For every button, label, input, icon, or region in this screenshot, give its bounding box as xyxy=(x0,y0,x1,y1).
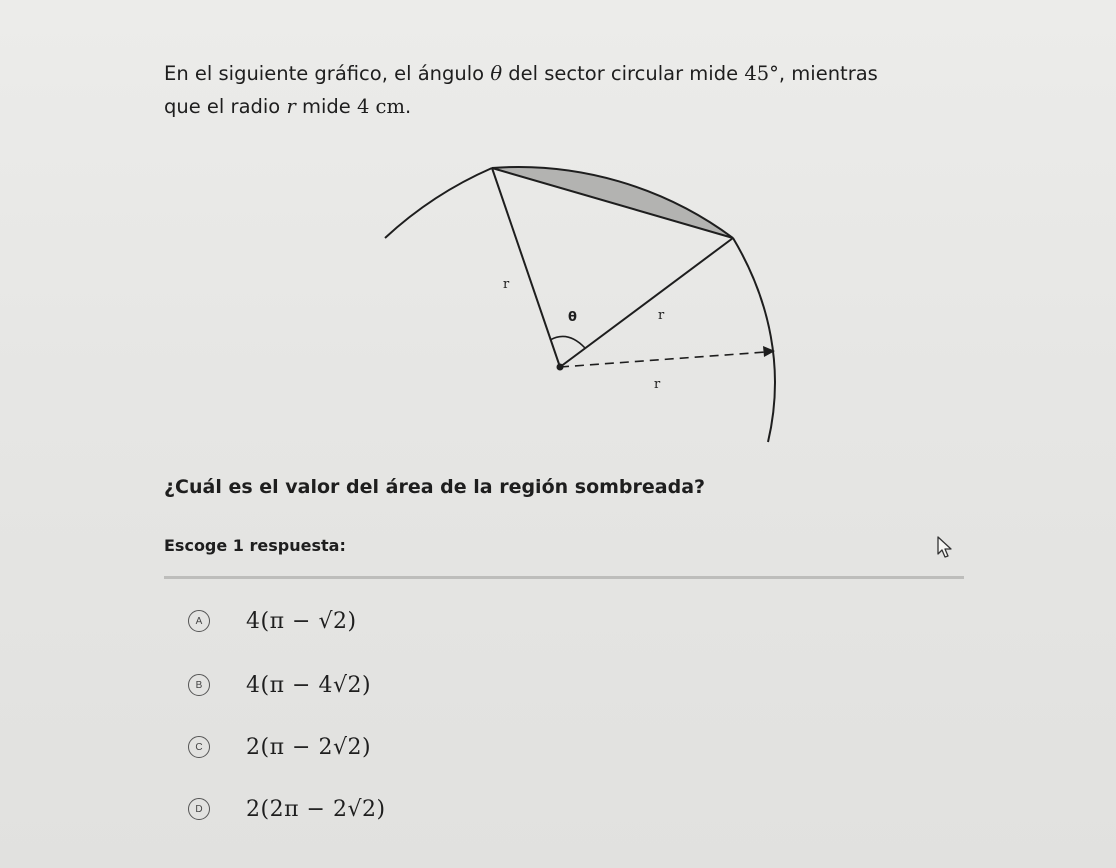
option-text[interactable]: 4(π − √2) xyxy=(246,608,357,634)
option-letter-badge[interactable]: C xyxy=(188,736,210,758)
question-prompt: ¿Cuál es el valor del área de la región sombreada? xyxy=(164,476,706,498)
answer-option-d[interactable] xyxy=(188,792,386,826)
angle-value: 45° xyxy=(744,62,779,85)
r-label-bottom: r xyxy=(654,377,661,392)
answer-option-a[interactable] xyxy=(188,604,357,638)
option-letter-badge[interactable]: B xyxy=(188,674,210,696)
option-text[interactable]: 2(2π − 2√2) xyxy=(246,796,386,822)
r-label-left: r xyxy=(503,277,510,292)
option-letter-badge[interactable]: D xyxy=(188,798,210,820)
option-text[interactable]: 2(π − 2√2) xyxy=(246,734,372,760)
radius-value: 4 cm xyxy=(356,95,405,118)
circle-arc-left xyxy=(385,168,492,238)
circle-arc-right xyxy=(733,238,775,442)
center-point xyxy=(557,364,564,371)
answer-option-b[interactable] xyxy=(188,668,371,702)
mouse-pointer-icon xyxy=(936,535,956,561)
option-text[interactable]: 4(π − 4√2) xyxy=(246,672,372,698)
divider xyxy=(164,576,964,579)
shaded-segment xyxy=(492,167,733,238)
question-part: En el siguiente gráfico, el ángulo xyxy=(164,62,491,85)
radius-line-right xyxy=(560,238,733,367)
question-part: , mientras xyxy=(778,62,878,85)
question-part: mide xyxy=(295,95,357,118)
question-part: del sector circular mide xyxy=(502,62,745,85)
dashed-radius xyxy=(560,352,766,367)
question-part: que el radio xyxy=(164,95,287,118)
angle-arc xyxy=(550,336,585,348)
r-label-right: r xyxy=(658,308,665,323)
radius-line-left xyxy=(492,168,560,367)
answer-option-c[interactable] xyxy=(188,730,371,764)
theta-symbol: θ xyxy=(490,62,503,85)
choose-answer-label: Escoge 1 respuesta: xyxy=(164,536,346,555)
option-letter-badge[interactable]: A xyxy=(188,610,210,632)
theta-label: θ xyxy=(568,310,577,325)
question-part: . xyxy=(404,95,412,118)
r-symbol: r xyxy=(286,95,296,118)
